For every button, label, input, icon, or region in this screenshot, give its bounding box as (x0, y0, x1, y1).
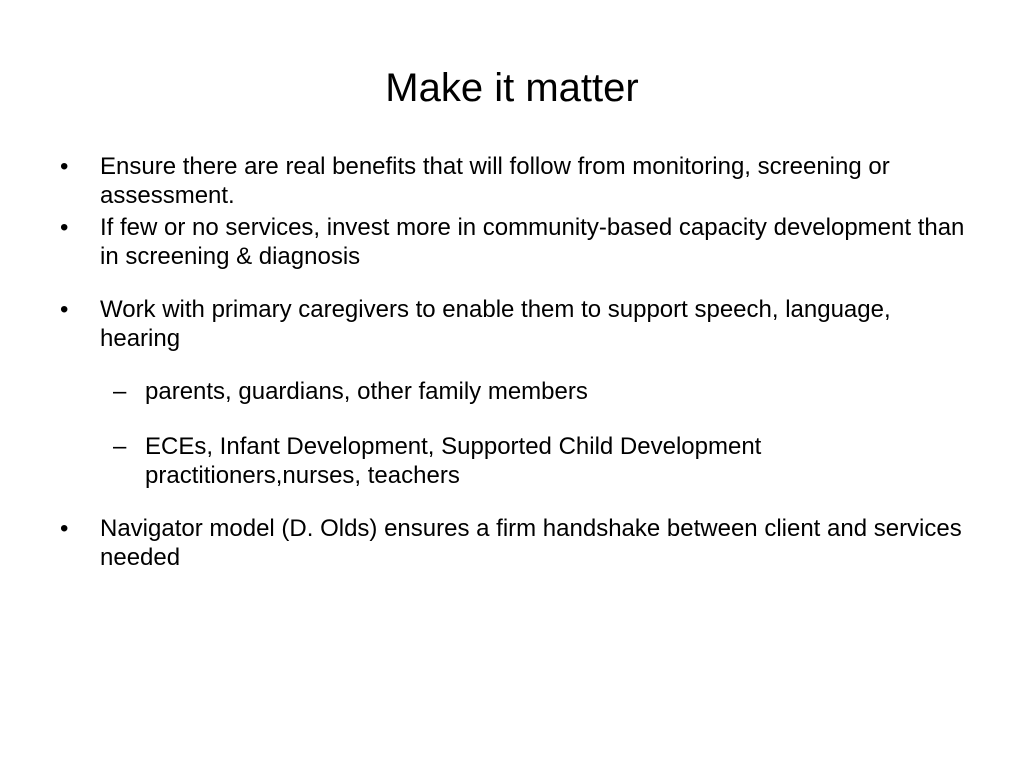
bullet-text: If few or no services, invest more in community-based capacity development than in screening & diagnosis (100, 214, 965, 270)
bullet-marker: • (60, 515, 69, 542)
bullet-text: Navigator model (D. Olds) ensures a firm handshake between client and services needed (100, 515, 962, 571)
bullet-item (60, 213, 970, 271)
sub-bullet-marker: – (113, 433, 127, 460)
bullet-marker: • (60, 153, 69, 180)
slide-title: Make it matter (385, 66, 639, 110)
bullet-item (60, 295, 970, 353)
sub-bullet-text: ECEs, Infant Development, Supported Child Development practitioners,nurses, teachers (145, 433, 762, 489)
bullet-text: Work with primary caregivers to enable them to support speech, language, hearing (100, 296, 891, 352)
bullet-text: Ensure there are real benefits that will follow from monitoring, screening or assessment. (100, 153, 890, 209)
sub-bullet-text: parents, guardians, other family members (145, 378, 588, 405)
bullet-item (60, 514, 970, 572)
bullet-item (60, 152, 970, 210)
bullet-marker: • (60, 296, 69, 323)
bullet-marker: • (60, 214, 69, 241)
sub-bullet-item (113, 377, 973, 406)
sub-bullet-marker: – (113, 378, 127, 405)
sub-bullet-item (113, 432, 973, 490)
